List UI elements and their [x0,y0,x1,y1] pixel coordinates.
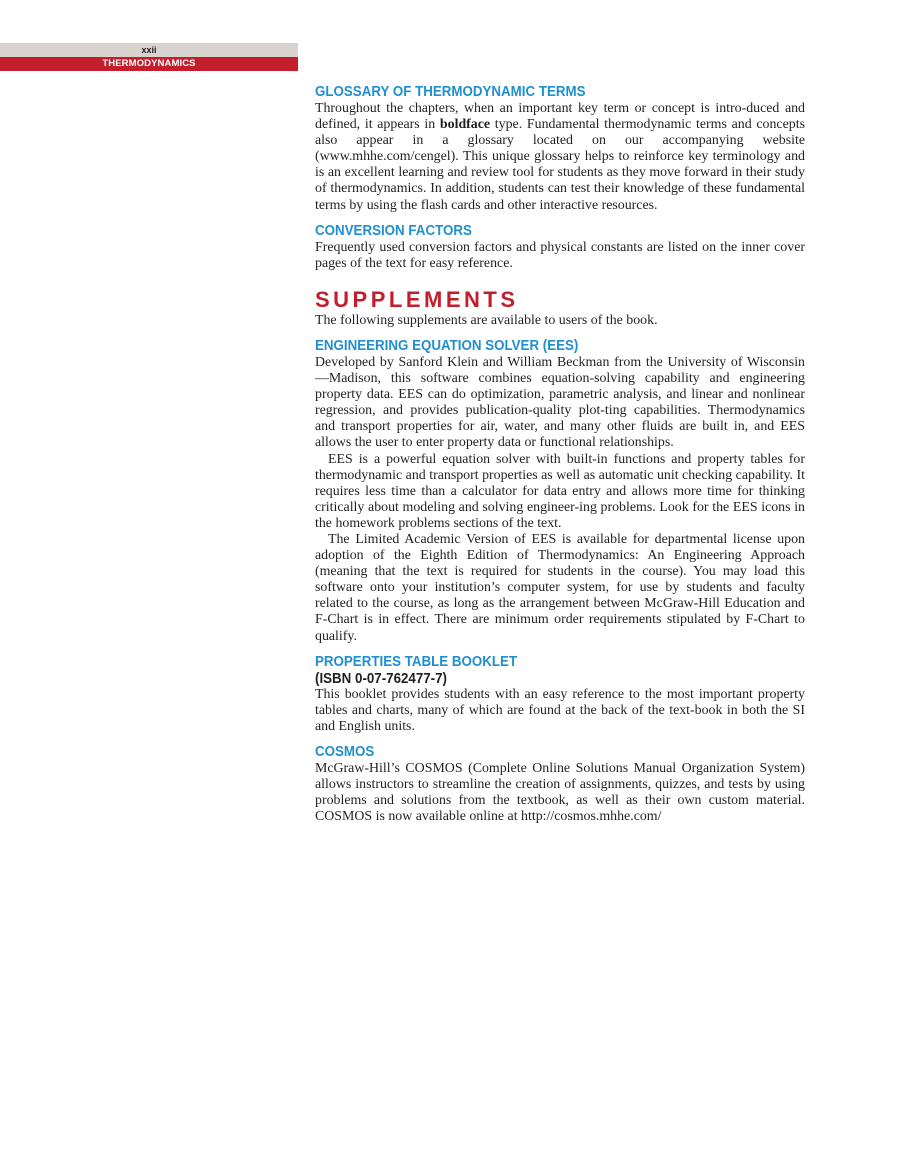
cosmos-heading: COSMOS [315,743,375,760]
supplements-section [315,287,805,329]
page-number: xxii [0,43,298,57]
main-column [315,84,805,825]
glossary-text-end: type. Fundamental thermodynamic terms and concepts also appear in a glossary located on our accompanying website (www.mhhe.com/cengel). This unique glossary helps to reinforce key terminology and is an excellent learning and review tool for students as they move forward in their study of thermodynamics. In addition, students can test their knowledge of these fundamental terms by using the flash cards and other interactive resources. [315,117,805,213]
properties-paragraph: This booklet provides students with an easy reference to the most important property tables and charts, many of which are found at the back of the text-book in both the SI and English units. [315,686,805,734]
cosmos-paragraph: McGraw-Hill’s COSMOS (Complete Online Solutions Manual Organization System) allows instructors to streamline the creation of assignments, quizzes, and tests by using problems and solutions from the textbook, as well as their own custom material. COSMOS is now available online at http://cosmos.mhhe.com/ [315,760,805,825]
conversion-paragraph: Frequently used conversion factors and physical constants are listed on the inner cover pages of the text for easy reference. [315,239,805,271]
running-head [0,43,298,71]
glossary-paragraph [315,101,805,214]
glossary-heading: GLOSSARY OF THERMODYNAMIC TERMS [315,84,586,100]
conversion-section [315,223,805,272]
ees-paragraph: The Limited Academic Version of EES is available for departmental license upon adoption of the Eighth Edition of Thermodynamics: An Engineering Approach (meaning that the text is required for students in the course). You may load this software onto your institution’s computer system, for use by students and faculty related to the course, as long as the arrangement between McGraw-Hill Education and F-Chart is in effect. There are minimum order requirements stipulated by F-Chart to qualify. [315,531,805,644]
properties-section [315,654,805,735]
ees-paragraph: Developed by Sanford Klein and William Beckman from the University of Wisconsin—Madison, this software combines equation-solving capability and engineering property data. EES can do optimization, parametric analysis, and linear and nonlinear regression, and provides publication-quality plot-ting capabilities. Thermodynamics and transport properties for air, water, and many other fluids are built in, and EES allows the user to enter property data or functional relationships. [315,354,805,451]
supplements-intro: The following supplements are available to users of the book. [315,312,658,328]
glossary-section [315,84,805,214]
conversion-heading: CONVERSION FACTORS [315,222,472,239]
ees-section [315,338,805,645]
glossary-text-start: Throughout the chapters, when an important key term or concept is intro-duced and defined, it appears in [315,101,805,133]
properties-heading: PROPERTIES TABLE BOOKLET [315,653,518,670]
properties-isbn: (ISBN 0-07-762477-7) [315,670,447,687]
ees-heading: ENGINEERING EQUATION SOLVER (EES) [315,337,579,354]
book-title-banner: THERMODYNAMICS [0,57,298,71]
supplements-heading: SUPPLEMENTS [315,286,519,312]
glossary-bold-term: boldface [439,117,491,133]
cosmos-section [315,744,805,825]
ees-paragraph: EES is a powerful equation solver with built-in functions and property tables for thermodynamic and transport properties as well as automatic unit checking capability. It requires less time than a calculator for data entry and allows more time for thinking critically about modeling and solving engineer-ing problems. Look for the EES icons in the homework problems sections of the text. [315,451,805,531]
